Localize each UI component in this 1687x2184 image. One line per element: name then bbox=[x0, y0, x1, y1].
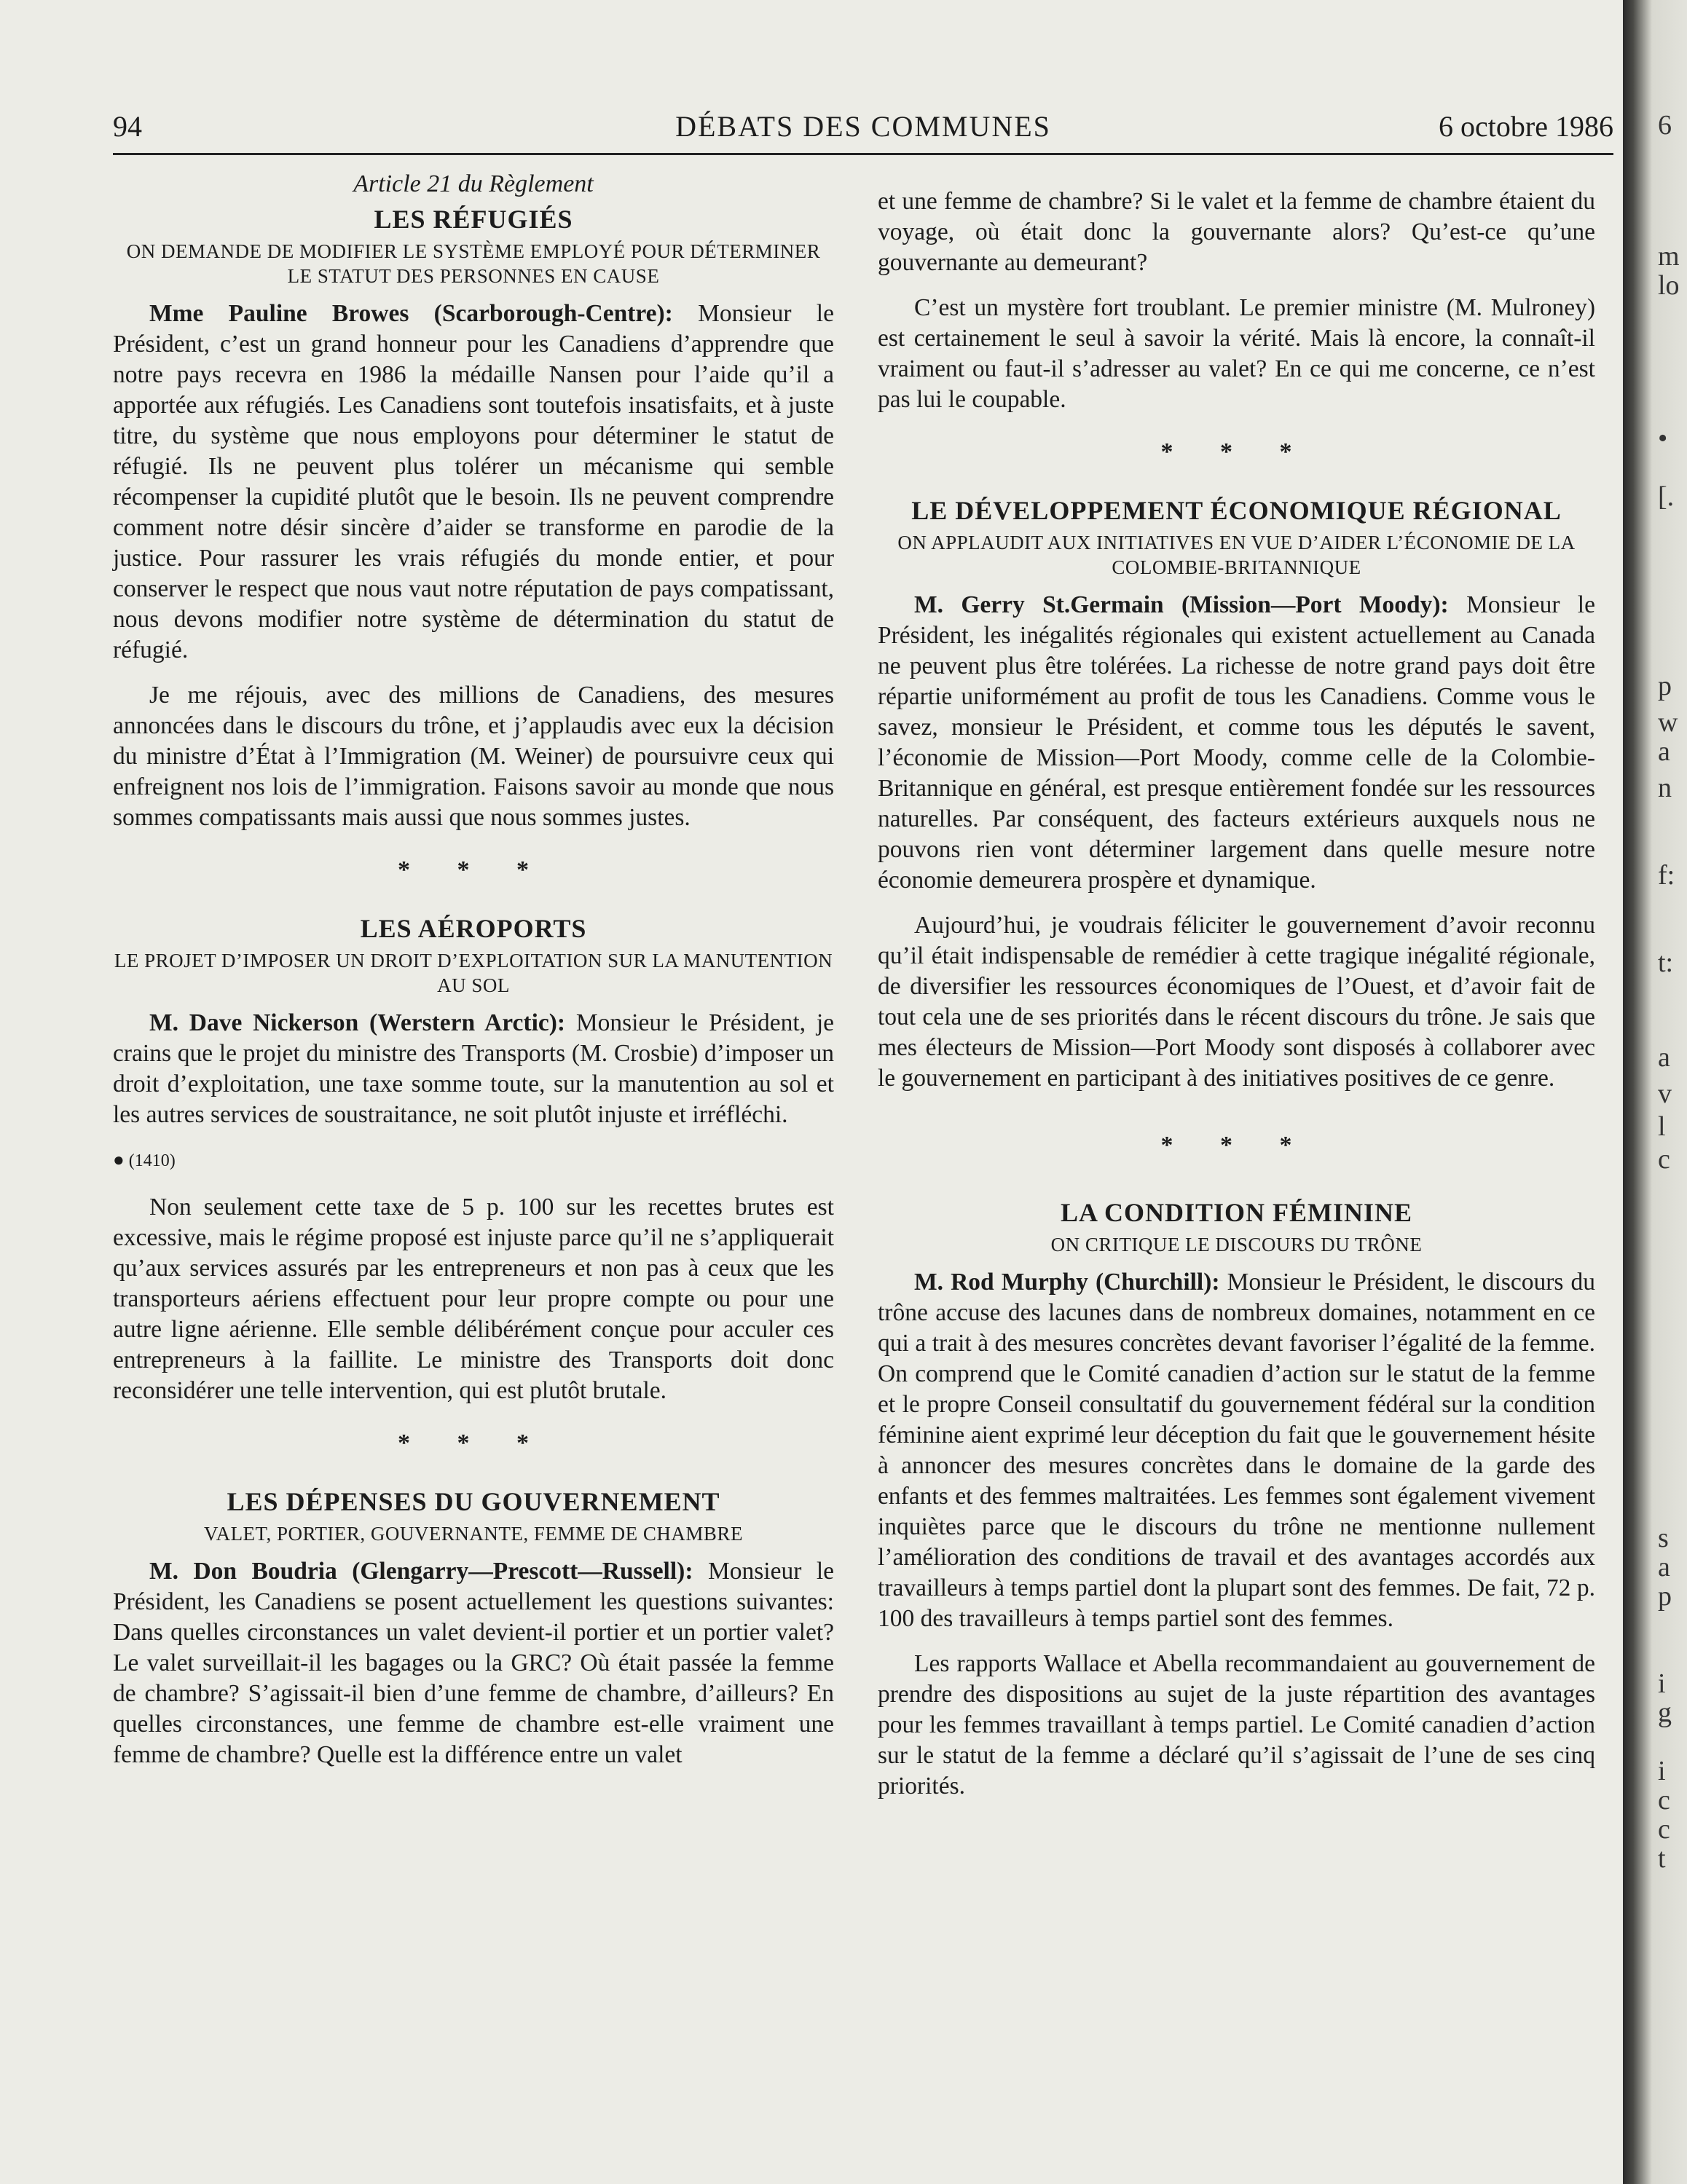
paragraph-text: Monsieur le Président, je crains que le projet du ministre des Transports (M. Crosbie) d’imposer un droit d’exploitation, une taxe somme toute, sur la manutention au sol et les autres services de soustraitance, ne soit plutôt injuste et irréfléchi. bbox=[113, 1009, 834, 1128]
paragraph bbox=[878, 1267, 1595, 1634]
edge-fragment: [. bbox=[1658, 481, 1675, 512]
edge-fragment: i bbox=[1658, 1756, 1666, 1786]
paragraph bbox=[878, 590, 1595, 896]
edge-fragment: p bbox=[1658, 1581, 1672, 1612]
speaker-name: M. Rod Murphy (Churchill): bbox=[914, 1269, 1220, 1296]
paragraph: C’est un mystère fort troublant. Le premier ministre (M. Mulroney) est certainement le seul à savoir la vérité. Mais là encore, la connaît-il vraiment ou faut-il s’adresser au valet? En ce qui me concerne, ce n’est pas lui le coupable. bbox=[878, 294, 1595, 413]
paragraph: Aujourd’hui, je voudrais féliciter le gouvernement d’avoir reconnu qu’il était indispensable de remédier à cette tragique inégalité régionale, de diversifier les ressources économiques de l’Ouest, et d’avoir fait de tout cela une de ses priorités dans le récent discours du trône. Je sais que mes électeurs de Mission—Port Moody sont disposés à collaborer avec le gouvernement en participant à des initiatives positives de ce genre. bbox=[878, 912, 1595, 1092]
paragraph-text: Monsieur le Président, les inégalités régionales qui existent actuellement au Canada ne peuvent plus être tolérées. La richesse de notre grand pays doit être répartie uniformément au profit de tous les Canadiens. Comme vous le savez, monsieur le Président, et comme tous les députés le savent, l’économie de Mission—Port Moody, comme celle de la Colombie-Britannique en général, est presque entièrement fondée sur les ressources naturelles. Par conséquent, des facteurs extérieurs auxquels nous ne pouvons rien vont déterminer largement dans quelle mesure notre économie demeurera prospère et dynamique. bbox=[878, 591, 1595, 894]
speaker-name: M. Gerry St.Germain (Mission—Port Moody): bbox=[914, 591, 1449, 618]
edge-fragment: a bbox=[1658, 1552, 1670, 1582]
edge-fragment: t bbox=[1658, 1843, 1666, 1874]
paragraph: Les rapports Wallace et Abella recommandaient au gouvernement de prendre des dispositions au sujet de la juste répartition des avantages pour les femmes travaillant à temps partiel. Le Comité canadien d’action sur le statut de la femme a déclaré qu’il s’agissait de l’une de ses cinq priorités. bbox=[878, 1650, 1595, 1799]
edge-fragment: n bbox=[1658, 773, 1672, 803]
left-column bbox=[113, 169, 834, 1785]
bullet-icon: ● bbox=[113, 1149, 125, 1170]
edge-fragment: c bbox=[1658, 1814, 1670, 1845]
speaker-name: Mme Pauline Browes (Scarborough-Centre): bbox=[149, 300, 673, 327]
section-subtitle-regional: ON APPLAUDIT AUX INITIATIVES EN VUE D’AIDER L’ÉCONOMIE DE LA COLOMBIE-BRITANNIQUE bbox=[897, 532, 1576, 578]
edge-fragment: l bbox=[1658, 1111, 1666, 1142]
section-title-refugees: LES RÉFUGIÉS bbox=[374, 205, 573, 234]
edge-fragment: m bbox=[1658, 241, 1680, 272]
paragraph bbox=[113, 299, 834, 666]
edge-fragment: c bbox=[1658, 1785, 1670, 1816]
paragraph: et une femme de chambre? Si le valet et la femme de chambre étaient du voyage, où était donc la gouvernante alors? Qu’est-ce qu’une gouvernante au demeurant? bbox=[878, 188, 1595, 276]
edge-fragment: w bbox=[1658, 707, 1678, 738]
page-date: 6 octobre 1986 bbox=[1439, 110, 1613, 143]
page-number: 94 bbox=[113, 110, 142, 143]
speaker-name: M. Dave Nickerson (Werstern Arctic): bbox=[149, 1009, 566, 1036]
section-title-airports: LES AÉROPORTS bbox=[360, 914, 587, 943]
paragraph: Non seulement cette taxe de 5 p. 100 sur les recettes brutes est excessive, mais le régime proposé est injuste parce qu’il ne s’appliquerait qu’aux services assurés par les entrepreneurs et non pas à ceux que les transporteurs aériens effectuent pour leur propre compte ou pour une autre ligne aérienne. Elle semble délibérément conçue pour acculer ces entrepreneurs à la faillite. Le ministre des Transports doit donc reconsidérer une telle intervention, qui est plutôt brutale. bbox=[113, 1194, 834, 1404]
section-separator: * * * bbox=[1160, 1132, 1313, 1159]
edge-fragment: 6 bbox=[1658, 110, 1672, 141]
edge-fragment: a bbox=[1658, 1042, 1670, 1073]
paragraph-text: Monsieur le Président, les Canadiens se posent actuellement les questions suivantes: Dans quelles circonstances un valet devient-il portier et un portier valet? Le valet surveillait-il les bagages ou la GRC? Où était passée la femme de chambre? S’agissait-il bien d’une femme de chambre, d’ailleurs? En quelles circonstances, une femme de chambre est-elle vraiment une femme de chambre? Quelle est la différence entre un valet bbox=[113, 1558, 834, 1768]
right-column bbox=[878, 169, 1595, 1816]
running-head bbox=[113, 109, 1613, 155]
timecode-text: (1410) bbox=[128, 1151, 176, 1170]
section-subtitle-spending: VALET, PORTIER, GOUVERNANTE, FEMME DE CHAMBRE bbox=[204, 1523, 743, 1545]
journal-title: DÉBATS DES COMMUNES bbox=[675, 110, 1051, 143]
section-title-regional: LE DÉVELOPPEMENT ÉCONOMIQUE RÉGIONAL bbox=[911, 496, 1562, 525]
paragraph-text: Monsieur le Président, c’est un grand honneur pour les Canadiens d’apprendre que notre pays recevra en 1986 la médaille Nansen pour l’aide qu’il a apportée aux réfugiés. Les Canadiens sont toutefois insatisfaits, et à juste titre, du système que nous employons pour déterminer le statut de réfugié. Ils ne peuvent plus tolérer un mécanisme qui semble récompenser la cupidité plutôt que le besoin. Ils ne peuvent comprendre comment notre désir sincère d’aider se transforme en parodie de la justice. Pour rassurer les vrais réfugiés du monde entier, et pour conserver le respect que nous vaut notre réputation de pays compatissant, nous devons modifier notre système de détermination du statut de réfugié. bbox=[113, 300, 834, 663]
edge-fragment: t: bbox=[1658, 947, 1674, 978]
rubric: Article 21 du Règlement bbox=[353, 170, 594, 197]
timecode bbox=[113, 1145, 834, 1176]
section-separator: * * * bbox=[398, 856, 549, 883]
edge-fragment: s bbox=[1658, 1523, 1669, 1553]
speaker-name: M. Don Boudria (Glengarry—Prescott—Russell): bbox=[149, 1558, 693, 1585]
section-title-spending: LES DÉPENSES DU GOUVERNEMENT bbox=[227, 1487, 720, 1516]
edge-fragment: f: bbox=[1658, 860, 1675, 891]
paragraph bbox=[113, 1556, 834, 1770]
edge-fragment: p bbox=[1658, 671, 1672, 701]
edge-fragment: • bbox=[1658, 423, 1668, 454]
section-title-women: LA CONDITION FÉMININE bbox=[1060, 1198, 1413, 1227]
paragraph bbox=[113, 1008, 834, 1130]
section-subtitle-women: ON CRITIQUE LE DISCOURS DU TRÔNE bbox=[1050, 1234, 1423, 1255]
section-separator: * * * bbox=[1160, 438, 1313, 465]
edge-fragment: a bbox=[1658, 736, 1670, 767]
section-subtitle-refugees: ON DEMANDE DE MODIFIER LE SYSTÈME EMPLOYÉ POUR DÉTERMINER LE STATUT DES PERSONNES EN CAUSE bbox=[126, 240, 821, 287]
edge-fragment: lo bbox=[1658, 270, 1680, 301]
next-page-edge bbox=[1652, 102, 1687, 2068]
paragraph: Je me réjouis, avec des millions de Canadiens, des mesures annoncées dans le discours du trône, et j’applaudis avec eux la décision du ministre d’État à l’Immigration (M. Weiner) de poursuivre ceux qui enfreignent nos lois de l’immigration. Faisons savoir au monde que nous sommes compatissants mais aussi que nous sommes justes. bbox=[113, 682, 834, 831]
edge-fragment: c bbox=[1658, 1144, 1670, 1175]
paragraph-text: Monsieur le Président, le discours du trône accuse des lacunes dans de nombreux domaines, notamment en ce qui a trait à des mesures concrètes devant favoriser l’égalité de la femme. On comprend que le Comité canadien d’action sur le statut de la femme et le propre Conseil consultatif du gouvernement fédéral sur la condition féminine aient exprimé leur déception du fait que le gouvernement hésite à annoncer des mesures concrètes dans le domaine de la garde des enfants et des femmes maltraitées. Les femmes sont également vivement inquiètes parce que le discours du trône ne mentionne nullement l’amélioration des conditions de travail et des avantages accordés aux travailleurs à temps partiel dont la plupart sont des femmes. De fait, 72 p. 100 des travailleurs à temps partiel sont des femmes. bbox=[878, 1269, 1596, 1632]
edge-fragment: g bbox=[1658, 1698, 1672, 1728]
edge-fragment: v bbox=[1658, 1079, 1672, 1109]
section-subtitle-airports: LE PROJET D’IMPOSER UN DROIT D’EXPLOITATION SUR LA MANUTENTION AU SOL bbox=[114, 950, 833, 996]
section-separator: * * * bbox=[398, 1430, 549, 1456]
edge-fragment: i bbox=[1658, 1668, 1666, 1699]
